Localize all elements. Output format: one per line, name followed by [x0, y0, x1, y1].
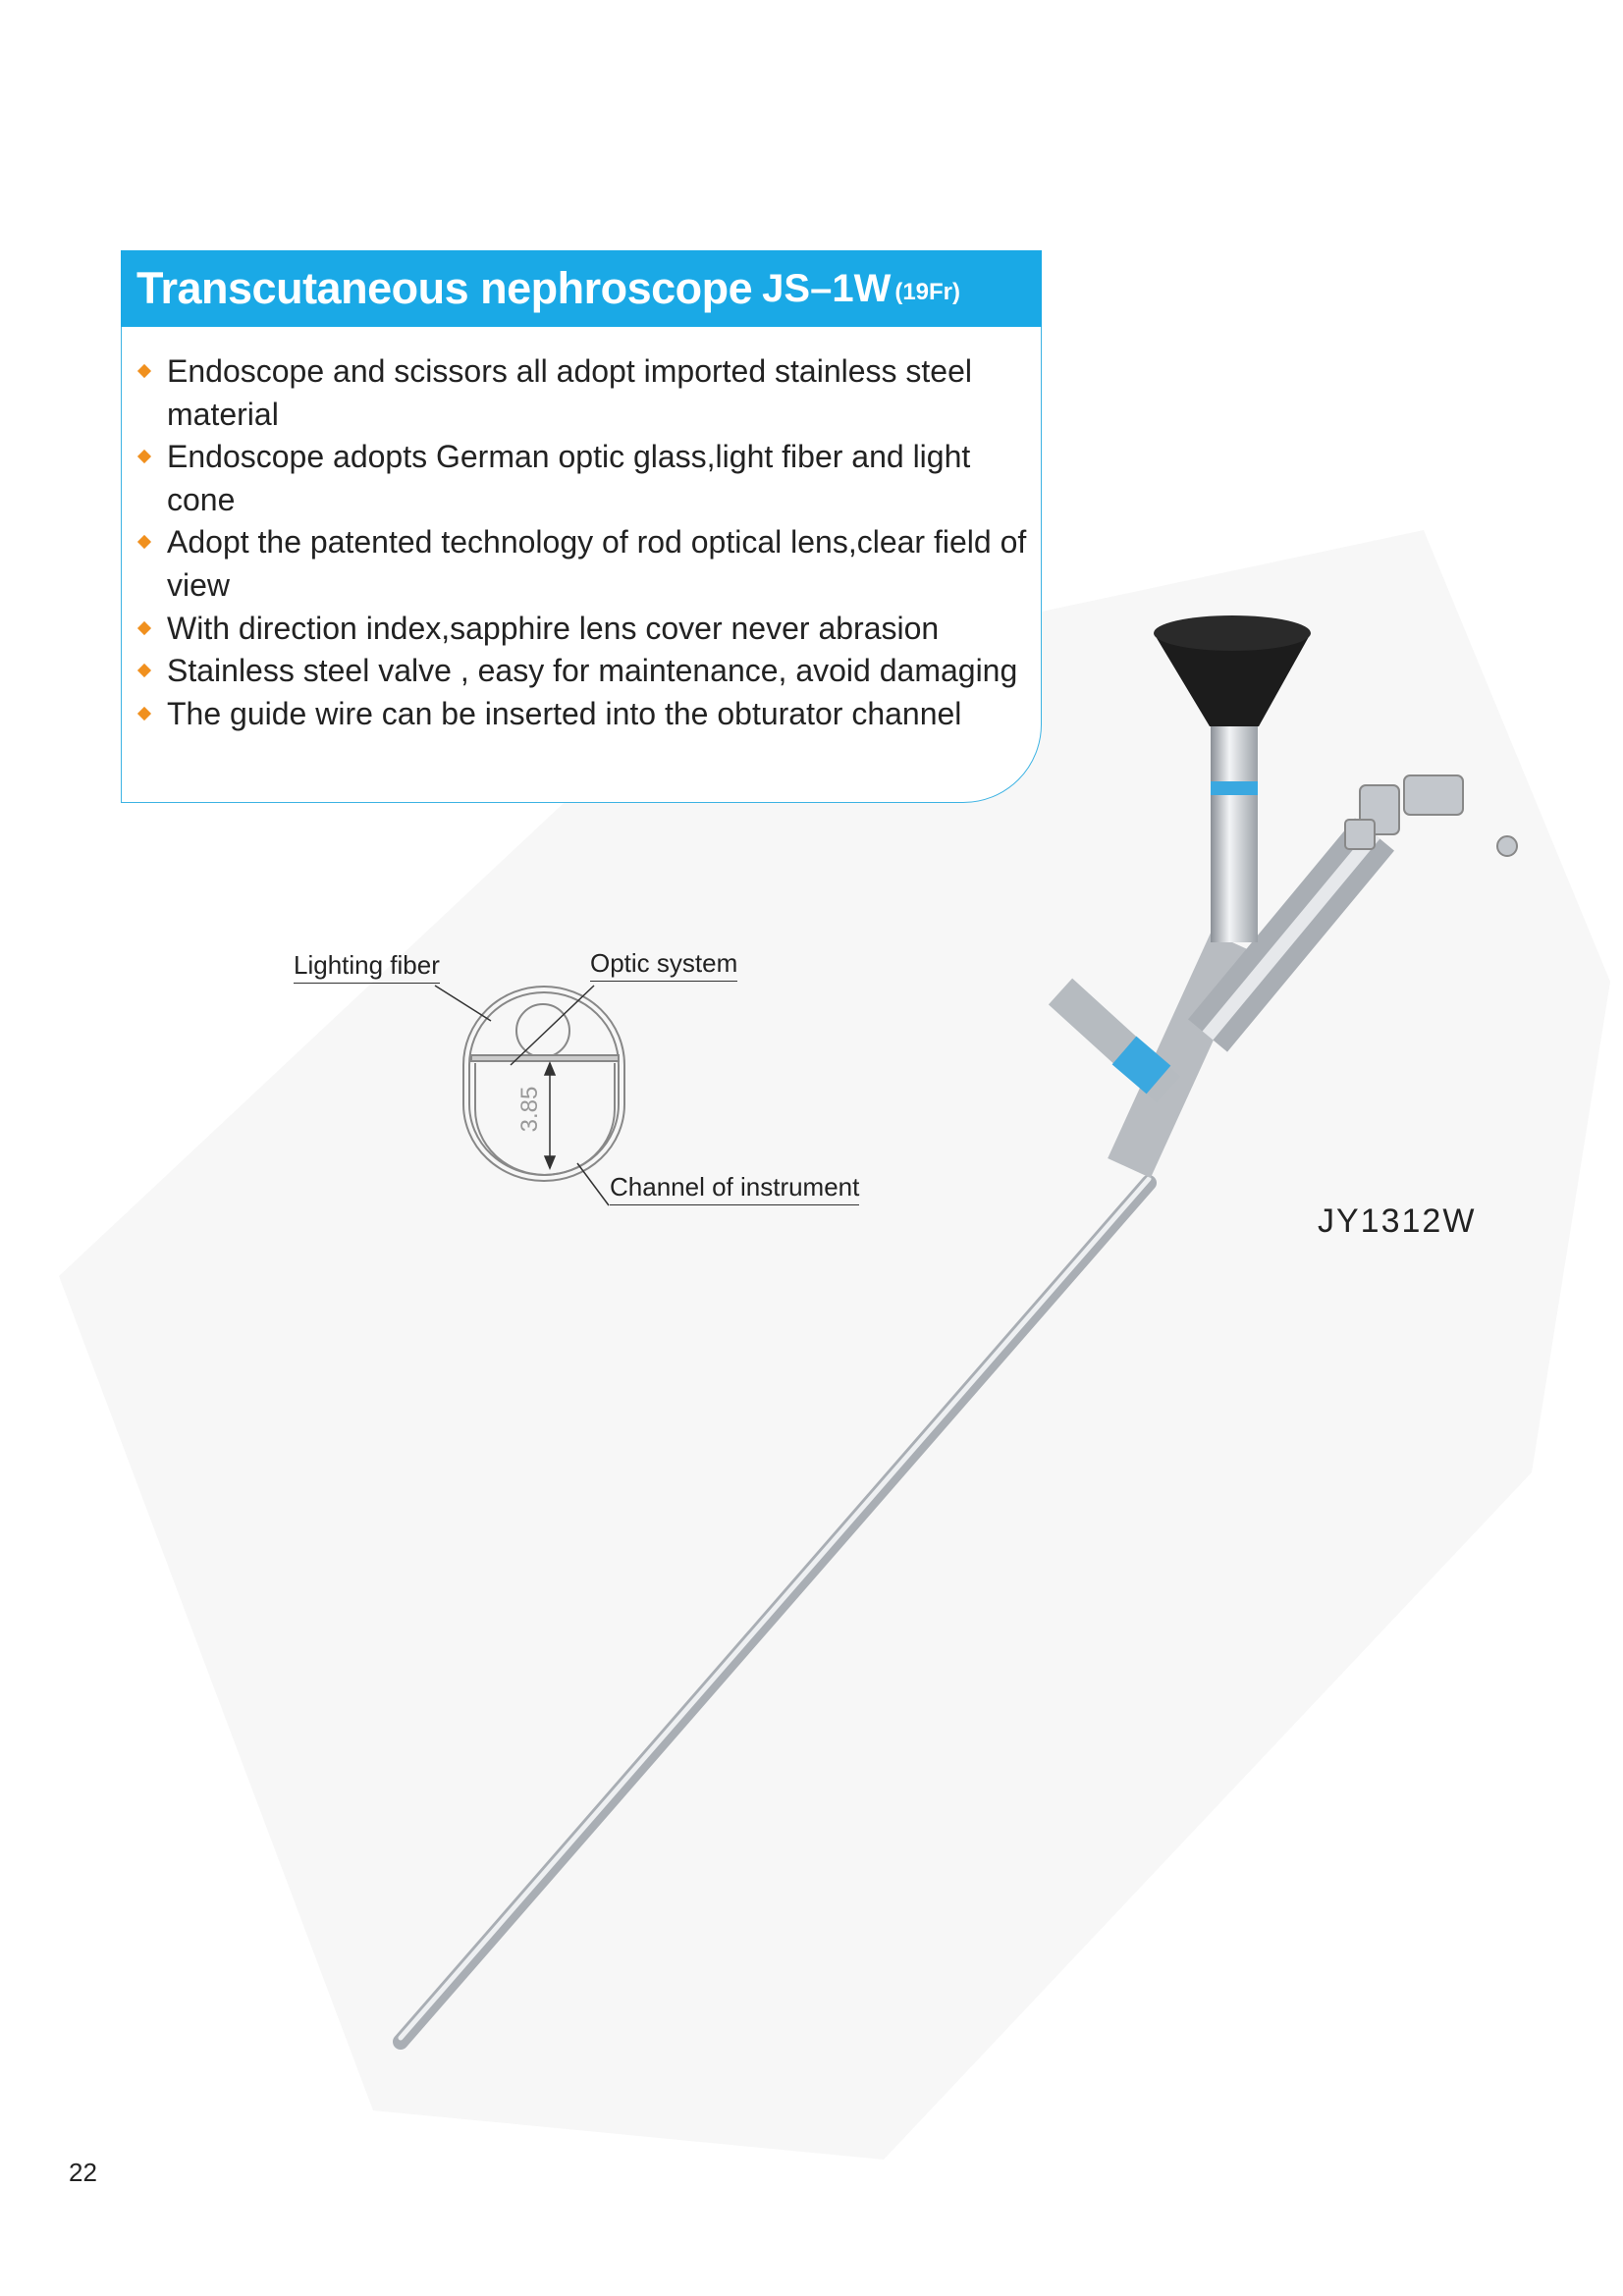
optic-system-label: Optic system	[590, 948, 737, 982]
list-item: Stainless steel valve , easy for maintenance, avoid damaging	[137, 650, 1031, 693]
list-item: Endoscope adopts German optic glass,light fiber and light cone	[137, 436, 1031, 521]
list-item: With direction index,sapphire lens cover never abrasion	[137, 608, 1031, 651]
list-item: The guide wire can be inserted into the obturator channel	[137, 693, 1031, 736]
lighting-fiber-label: Lighting fiber	[294, 950, 440, 984]
channel-label: Channel of instrument	[610, 1172, 859, 1205]
list-item: Adopt the patented technology of rod optical lens,clear field of view	[137, 521, 1031, 607]
page-number: 22	[69, 2158, 97, 2187]
size-text: (19Fr)	[894, 279, 961, 305]
title-text: Transcutaneous nephroscope	[136, 263, 753, 313]
model-text: JS–1W	[762, 266, 892, 310]
dimension-label: 3.85	[516, 1086, 543, 1133]
list-item: Endoscope and scissors all adopt imported stainless steel material	[137, 350, 1031, 436]
product-code: JY1312W	[1318, 1202, 1477, 1240]
